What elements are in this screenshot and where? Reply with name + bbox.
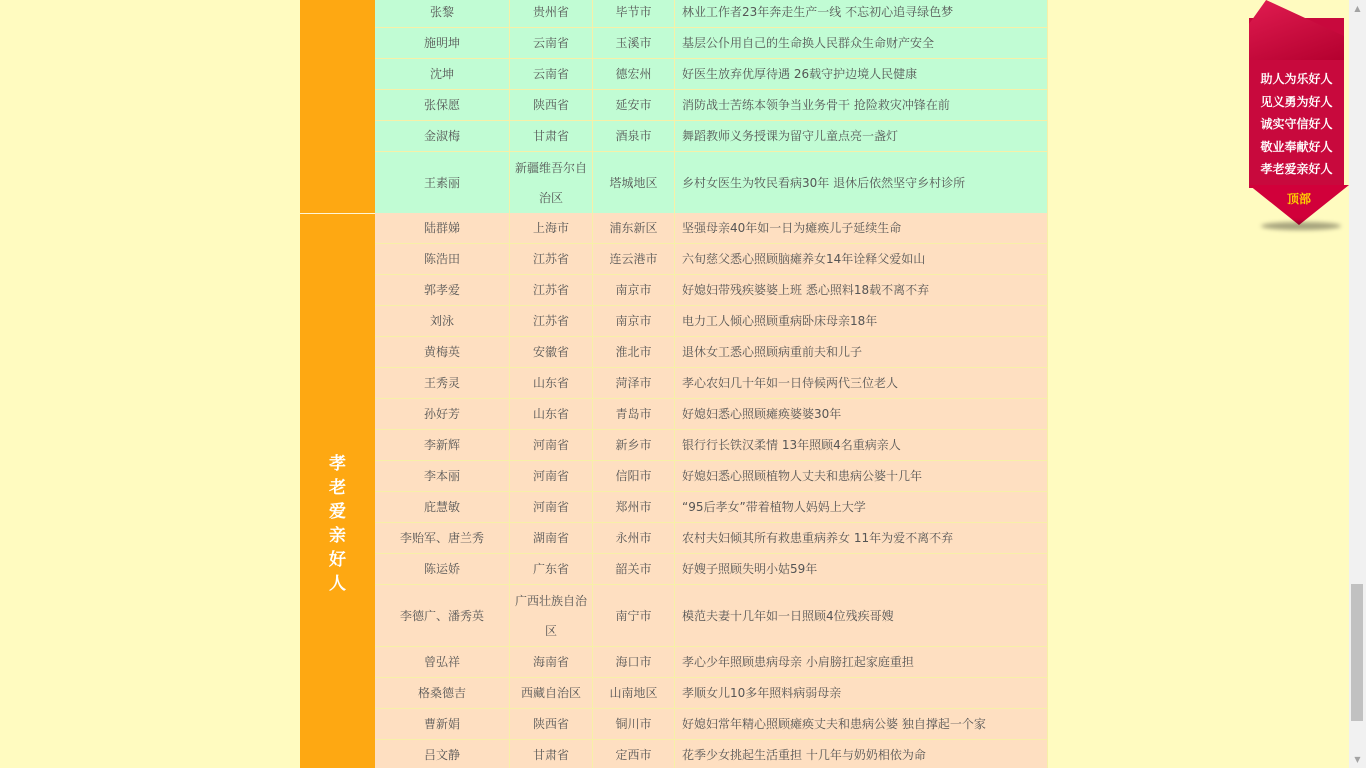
person-name: 吕文静 bbox=[375, 740, 510, 768]
city: 塔城地区 bbox=[593, 152, 675, 213]
city: 延安市 bbox=[593, 90, 675, 120]
story-link[interactable]: 孝心农妇几十年如一日侍候两代三位老人 bbox=[675, 368, 1048, 398]
table-row bbox=[375, 399, 1048, 430]
nav-link-honesty[interactable]: 诚实守信好人 bbox=[1260, 117, 1333, 131]
city: 毕节市 bbox=[593, 0, 675, 27]
person-name: 施明坤 bbox=[375, 28, 510, 58]
person-name: 沈坤 bbox=[375, 59, 510, 89]
person-name: 庇慧敏 bbox=[375, 492, 510, 522]
city: 永州市 bbox=[593, 523, 675, 553]
scroll-down-arrow-icon[interactable]: ▼ bbox=[1354, 755, 1361, 764]
table-row bbox=[375, 368, 1048, 399]
story-link[interactable]: 电力工人倾心照顾重病卧床母亲18年 bbox=[675, 306, 1048, 336]
person-name: 李贻军、唐兰秀 bbox=[375, 523, 510, 553]
scroll-thumb[interactable] bbox=[1351, 584, 1363, 721]
table-row bbox=[375, 337, 1048, 368]
province: 云南省 bbox=[510, 59, 593, 89]
table-row bbox=[375, 523, 1048, 554]
province: 安徽省 bbox=[510, 337, 593, 367]
city: 玉溪市 bbox=[593, 28, 675, 58]
province: 西藏自治区 bbox=[510, 678, 593, 708]
province: 山东省 bbox=[510, 368, 593, 398]
story-link[interactable]: 孝心少年照顾患病母亲 小肩膀扛起家庭重担 bbox=[675, 647, 1048, 677]
table-row bbox=[375, 59, 1048, 90]
story-link[interactable]: 六旬慈父悉心照顾脑瘫养女14年诠释父爱如山 bbox=[675, 244, 1048, 274]
table-row bbox=[375, 430, 1048, 461]
story-link[interactable]: 好媳妇带残疾婆婆上班 悉心照料18载不离不弃 bbox=[675, 275, 1048, 305]
person-name: 孙好芳 bbox=[375, 399, 510, 429]
section-head-filial bbox=[300, 213, 375, 768]
province: 甘肃省 bbox=[510, 121, 593, 151]
story-link[interactable]: 舞蹈教师义务授课为留守儿童点亮一盏灯 bbox=[675, 121, 1048, 151]
province: 甘肃省 bbox=[510, 740, 593, 768]
table-row bbox=[375, 28, 1048, 59]
table-row bbox=[375, 554, 1048, 585]
floating-category-nav bbox=[1249, 0, 1349, 235]
person-name: 金淑梅 bbox=[375, 121, 510, 151]
province: 江苏省 bbox=[510, 306, 593, 336]
table-row bbox=[375, 152, 1048, 214]
city: 信阳市 bbox=[593, 461, 675, 491]
back-to-top-button[interactable]: 顶部 bbox=[1286, 192, 1311, 206]
person-name: 李德广、潘秀英 bbox=[375, 585, 510, 646]
province: 江苏省 bbox=[510, 275, 593, 305]
province: 河南省 bbox=[510, 492, 593, 522]
province: 新疆维吾尔自治区 bbox=[510, 152, 593, 213]
story-link[interactable]: 林业工作者23年奔走生产一线 不忘初心追寻绿色梦 bbox=[675, 0, 1048, 27]
province: 河南省 bbox=[510, 461, 593, 491]
city: 南宁市 bbox=[593, 585, 675, 646]
province: 广西壮族自治区 bbox=[510, 585, 593, 646]
province: 江苏省 bbox=[510, 244, 593, 274]
story-link[interactable]: 花季少女挑起生活重担 十几年与奶奶相依为命 bbox=[675, 740, 1048, 768]
section-previous bbox=[300, 0, 1048, 213]
content-area bbox=[300, 0, 1048, 768]
person-name: 曾弘祥 bbox=[375, 647, 510, 677]
table-row bbox=[375, 121, 1048, 152]
city: 连云港市 bbox=[593, 244, 675, 274]
section-head-previous bbox=[300, 0, 375, 213]
person-name: 王秀灵 bbox=[375, 368, 510, 398]
table-row bbox=[375, 306, 1048, 337]
province: 上海市 bbox=[510, 213, 593, 243]
province: 湖南省 bbox=[510, 523, 593, 553]
table-row bbox=[375, 90, 1048, 121]
table-row bbox=[375, 244, 1048, 275]
nav-link-bravery[interactable]: 见义勇为好人 bbox=[1260, 94, 1333, 109]
person-name: 张黎 bbox=[375, 0, 510, 27]
city: 酒泉市 bbox=[593, 121, 675, 151]
province: 贵州省 bbox=[510, 0, 593, 27]
section-title: 孝老爱亲好人 bbox=[329, 453, 346, 594]
person-name: 陈运娇 bbox=[375, 554, 510, 584]
city: 南京市 bbox=[593, 306, 675, 336]
person-name: 李新辉 bbox=[375, 430, 510, 460]
city: 定西市 bbox=[593, 740, 675, 768]
person-name: 刘泳 bbox=[375, 306, 510, 336]
ribbon-links bbox=[1249, 68, 1344, 181]
table-row bbox=[375, 678, 1048, 709]
table-row bbox=[375, 709, 1048, 740]
city: 新乡市 bbox=[593, 430, 675, 460]
story-link[interactable]: 消防战士苦练本领争当业务骨干 抢险救灾冲锋在前 bbox=[675, 90, 1048, 120]
section-filial bbox=[300, 213, 1048, 768]
section-rows bbox=[375, 213, 1048, 768]
table-row bbox=[375, 461, 1048, 492]
story-link[interactable]: “95后孝女”带着植物人妈妈上大学 bbox=[675, 492, 1048, 522]
scroll-up-arrow-icon[interactable]: ▲ bbox=[1354, 4, 1361, 13]
province: 陕西省 bbox=[510, 709, 593, 739]
person-name: 曹新娟 bbox=[375, 709, 510, 739]
province: 广东省 bbox=[510, 554, 593, 584]
city: 韶关市 bbox=[593, 554, 675, 584]
city: 菏泽市 bbox=[593, 368, 675, 398]
person-name: 张保愿 bbox=[375, 90, 510, 120]
province: 河南省 bbox=[510, 430, 593, 460]
province: 云南省 bbox=[510, 28, 593, 58]
story-link[interactable]: 孝顺女儿10多年照料病弱母亲 bbox=[675, 678, 1048, 708]
story-link[interactable]: 基层公仆用自己的生命换人民群众生命财产安全 bbox=[675, 28, 1048, 58]
person-name: 王素丽 bbox=[375, 152, 510, 213]
story-link[interactable]: 银行行长铁汉柔情 13年照顾4名重病亲人 bbox=[675, 430, 1048, 460]
person-name: 陈浩田 bbox=[375, 244, 510, 274]
city: 淮北市 bbox=[593, 337, 675, 367]
province: 海南省 bbox=[510, 647, 593, 677]
person-name: 郭孝爱 bbox=[375, 275, 510, 305]
table-row bbox=[375, 492, 1048, 523]
city: 南京市 bbox=[593, 275, 675, 305]
city: 青岛市 bbox=[593, 399, 675, 429]
story-link[interactable]: 坚强母亲40年如一日为瘫痪儿子延续生命 bbox=[675, 213, 1048, 243]
person-name: 李本丽 bbox=[375, 461, 510, 491]
province: 陕西省 bbox=[510, 90, 593, 120]
story-link[interactable]: 好媳妇常年精心照顾瘫痪丈夫和患病公婆 独自撑起一个家 bbox=[675, 709, 1048, 739]
story-link[interactable]: 好媳妇悉心照顾植物人丈夫和患病公婆十几年 bbox=[675, 461, 1048, 491]
story-link[interactable]: 好医生放弃优厚待遇 26载守护边境人民健康 bbox=[675, 59, 1048, 89]
city: 浦东新区 bbox=[593, 213, 675, 243]
table-row bbox=[375, 0, 1048, 28]
person-name: 黄梅英 bbox=[375, 337, 510, 367]
person-name: 格桑德吉 bbox=[375, 678, 510, 708]
province: 山东省 bbox=[510, 399, 593, 429]
city: 德宏州 bbox=[593, 59, 675, 89]
table-row bbox=[375, 585, 1048, 647]
story-link[interactable]: 模范夫妻十几年如一日照顾4位残疾哥嫂 bbox=[675, 585, 1048, 646]
table-row bbox=[375, 647, 1048, 678]
story-link[interactable]: 好嫂子照顾失明小姑59年 bbox=[675, 554, 1048, 584]
ribbon-shadow bbox=[1261, 222, 1341, 230]
ribbon-top bbox=[1249, 0, 1344, 60]
nav-link-dedication[interactable]: 敬业奉献好人 bbox=[1260, 139, 1333, 154]
city: 郑州市 bbox=[593, 492, 675, 522]
person-name: 陆群娣 bbox=[375, 213, 510, 243]
table-row bbox=[375, 740, 1048, 768]
section-rows bbox=[375, 0, 1048, 214]
story-link[interactable]: 好媳妇悉心照顾瘫痪婆婆30年 bbox=[675, 399, 1048, 429]
table-row bbox=[375, 275, 1048, 306]
vertical-scrollbar[interactable] bbox=[1349, 0, 1366, 768]
story-link[interactable]: 农村夫妇倾其所有救患重病养女 11年为爱不离不弃 bbox=[675, 523, 1048, 553]
city: 山南地区 bbox=[593, 678, 675, 708]
story-link[interactable]: 乡村女医生为牧民看病30年 退休后依然坚守乡村诊所 bbox=[675, 152, 1048, 213]
table-row bbox=[375, 213, 1048, 244]
city: 海口市 bbox=[593, 647, 675, 677]
city: 铜川市 bbox=[593, 709, 675, 739]
nav-link-filial[interactable]: 孝老爱亲好人 bbox=[1260, 162, 1333, 176]
story-link[interactable]: 退休女工悉心照顾病重前夫和儿子 bbox=[675, 337, 1048, 367]
nav-link-helping[interactable]: 助人为乐好人 bbox=[1260, 72, 1333, 86]
